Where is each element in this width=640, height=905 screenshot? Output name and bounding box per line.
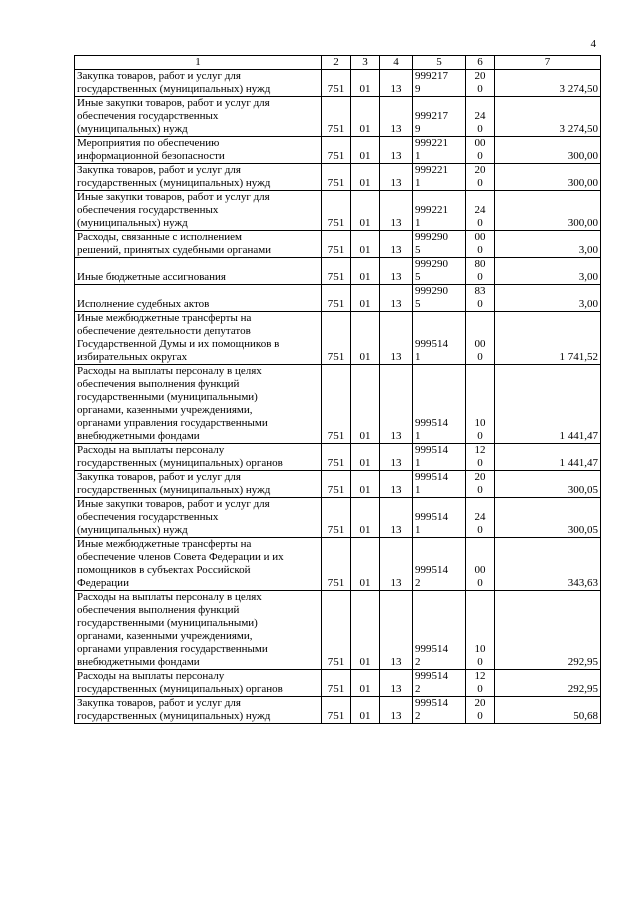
header-cell: 6 [466,56,495,70]
section-cell: 01 [351,70,380,97]
expense-type-cell: 24 0 [466,97,495,137]
expense-type-cell: 24 0 [466,498,495,538]
amount-cell: 300,05 [495,498,601,538]
table-row [75,231,601,258]
expense-type-cell: 20 0 [466,70,495,97]
code-cell: 751 [322,191,351,231]
section-cell: 01 [351,444,380,471]
expense-type-cell: 12 0 [466,444,495,471]
amount-cell: 50,68 [495,697,601,724]
target-article-cell: 999217 9 [413,70,466,97]
subsection-cell: 13 [380,471,413,498]
amount-cell: 3,00 [495,258,601,285]
row-name-cell: Закупка товаров, работ и услуг для государственных (муниципальных) нужд [75,164,322,191]
table-row [75,538,601,591]
code-cell: 751 [322,70,351,97]
section-cell: 01 [351,191,380,231]
target-article-cell: 999290 5 [413,285,466,312]
row-name-cell: Иные закупки товаров, работ и услуг для обеспечения государственных (муниципальных) нужд [75,191,322,231]
code-cell: 751 [322,471,351,498]
row-name-cell: Расходы на выплаты персоналу в целях обеспечения выполнения функций государственными (муниципальными) органами, казенными учреждениями, органами управления государственными внебюджетными фондами [75,365,322,444]
table-row [75,285,601,312]
section-cell: 01 [351,471,380,498]
subsection-cell: 13 [380,444,413,471]
row-name-cell: Расходы на выплаты персоналу в целях обеспечения выполнения функций государственными (муниципальными) органами, казенными учреждениями, органами управления государственными внебюджетными фондами [75,591,322,670]
code-cell: 751 [322,444,351,471]
table-row [75,498,601,538]
table-row [75,471,601,498]
expense-type-cell: 10 0 [466,365,495,444]
section-cell: 01 [351,670,380,697]
target-article-cell: 999514 1 [413,498,466,538]
subsection-cell: 13 [380,164,413,191]
header-cell: 5 [413,56,466,70]
target-article-cell: 999290 5 [413,258,466,285]
amount-cell: 300,00 [495,137,601,164]
header-cell: 4 [380,56,413,70]
section-cell: 01 [351,258,380,285]
code-cell: 751 [322,285,351,312]
amount-cell: 300,00 [495,164,601,191]
table-row [75,365,601,444]
subsection-cell: 13 [380,591,413,670]
subsection-cell: 13 [380,312,413,365]
subsection-cell: 13 [380,365,413,444]
amount-cell: 1 441,47 [495,444,601,471]
subsection-cell: 13 [380,670,413,697]
expense-type-cell: 00 0 [466,231,495,258]
subsection-cell: 13 [380,70,413,97]
subsection-cell: 13 [380,137,413,164]
expense-type-cell: 20 0 [466,164,495,191]
code-cell: 751 [322,97,351,137]
expense-type-cell: 10 0 [466,591,495,670]
expense-type-cell: 20 0 [466,697,495,724]
amount-cell: 292,95 [495,591,601,670]
amount-cell: 3,00 [495,231,601,258]
target-article-cell: 999514 2 [413,591,466,670]
subsection-cell: 13 [380,191,413,231]
table-row [75,444,601,471]
header-cell: 2 [322,56,351,70]
expense-type-cell: 12 0 [466,670,495,697]
row-name-cell: Расходы на выплаты персоналу государственных (муниципальных) органов [75,670,322,697]
row-name-cell: Иные межбюджетные трансферты на обеспечение членов Совета Федерации и их помощников в субъектах Российской Федерации [75,538,322,591]
budget-table [74,55,601,724]
subsection-cell: 13 [380,498,413,538]
amount-cell: 3 274,50 [495,97,601,137]
target-article-cell: 999514 1 [413,471,466,498]
amount-cell: 3,00 [495,285,601,312]
section-cell: 01 [351,591,380,670]
target-article-cell: 999217 9 [413,97,466,137]
section-cell: 01 [351,365,380,444]
section-cell: 01 [351,164,380,191]
subsection-cell: 13 [380,538,413,591]
expense-type-cell: 20 0 [466,471,495,498]
amount-cell: 1 441,47 [495,365,601,444]
table-row [75,164,601,191]
amount-cell: 300,05 [495,471,601,498]
row-name-cell: Исполнение судебных актов [75,285,322,312]
code-cell: 751 [322,498,351,538]
amount-cell: 343,63 [495,538,601,591]
section-cell: 01 [351,697,380,724]
section-cell: 01 [351,137,380,164]
target-article-cell: 999514 2 [413,670,466,697]
target-article-cell: 999221 1 [413,164,466,191]
section-cell: 01 [351,498,380,538]
table-row [75,670,601,697]
target-article-cell: 999514 1 [413,312,466,365]
expense-type-cell: 83 0 [466,285,495,312]
subsection-cell: 13 [380,97,413,137]
table-row [75,697,601,724]
expense-type-cell: 00 0 [466,538,495,591]
code-cell: 751 [322,258,351,285]
amount-cell: 1 741,52 [495,312,601,365]
table-row [75,97,601,137]
subsection-cell: 13 [380,231,413,258]
subsection-cell: 13 [380,285,413,312]
amount-cell: 300,00 [495,191,601,231]
row-name-cell: Закупка товаров, работ и услуг для государственных (муниципальных) нужд [75,70,322,97]
row-name-cell: Иные межбюджетные трансферты на обеспечение деятельности депутатов Государственной Думы и их помощников в избирательных округах [75,312,322,365]
amount-cell: 3 274,50 [495,70,601,97]
row-name-cell: Иные закупки товаров, работ и услуг для обеспечения государственных (муниципальных) нужд [75,97,322,137]
expense-type-cell: 00 0 [466,312,495,365]
code-cell: 751 [322,538,351,591]
target-article-cell: 999221 1 [413,137,466,164]
row-name-cell: Расходы, связанные с исполнением решений, принятых судебными органами [75,231,322,258]
row-name-cell: Закупка товаров, работ и услуг для государственных (муниципальных) нужд [75,471,322,498]
target-article-cell: 999514 2 [413,697,466,724]
code-cell: 751 [322,164,351,191]
target-article-cell: 999290 5 [413,231,466,258]
code-cell: 751 [322,591,351,670]
code-cell: 751 [322,231,351,258]
expense-type-cell: 80 0 [466,258,495,285]
table-row [75,137,601,164]
code-cell: 751 [322,365,351,444]
section-cell: 01 [351,538,380,591]
table-row [75,312,601,365]
subsection-cell: 13 [380,258,413,285]
header-cell: 1 [75,56,322,70]
table-row [75,258,601,285]
table-row [75,191,601,231]
header-row [75,56,601,70]
section-cell: 01 [351,97,380,137]
row-name-cell: Иные бюджетные ассигнования [75,258,322,285]
amount-cell: 292,95 [495,670,601,697]
code-cell: 751 [322,137,351,164]
code-cell: 751 [322,312,351,365]
row-name-cell: Закупка товаров, работ и услуг для государственных (муниципальных) нужд [75,697,322,724]
header-cell: 7 [495,56,601,70]
target-article-cell: 999514 1 [413,444,466,471]
section-cell: 01 [351,312,380,365]
row-name-cell: Иные закупки товаров, работ и услуг для обеспечения государственных (муниципальных) нужд [75,498,322,538]
expense-type-cell: 00 0 [466,137,495,164]
page-number: 4 [590,38,596,50]
table-row [75,591,601,670]
section-cell: 01 [351,231,380,258]
expense-type-cell: 24 0 [466,191,495,231]
target-article-cell: 999514 1 [413,365,466,444]
subsection-cell: 13 [380,697,413,724]
code-cell: 751 [322,697,351,724]
header-cell: 3 [351,56,380,70]
row-name-cell: Мероприятия по обеспечению информационной безопасности [75,137,322,164]
target-article-cell: 999514 2 [413,538,466,591]
section-cell: 01 [351,285,380,312]
row-name-cell: Расходы на выплаты персоналу государственных (муниципальных) органов [75,444,322,471]
target-article-cell: 999221 1 [413,191,466,231]
code-cell: 751 [322,670,351,697]
table-row [75,70,601,97]
